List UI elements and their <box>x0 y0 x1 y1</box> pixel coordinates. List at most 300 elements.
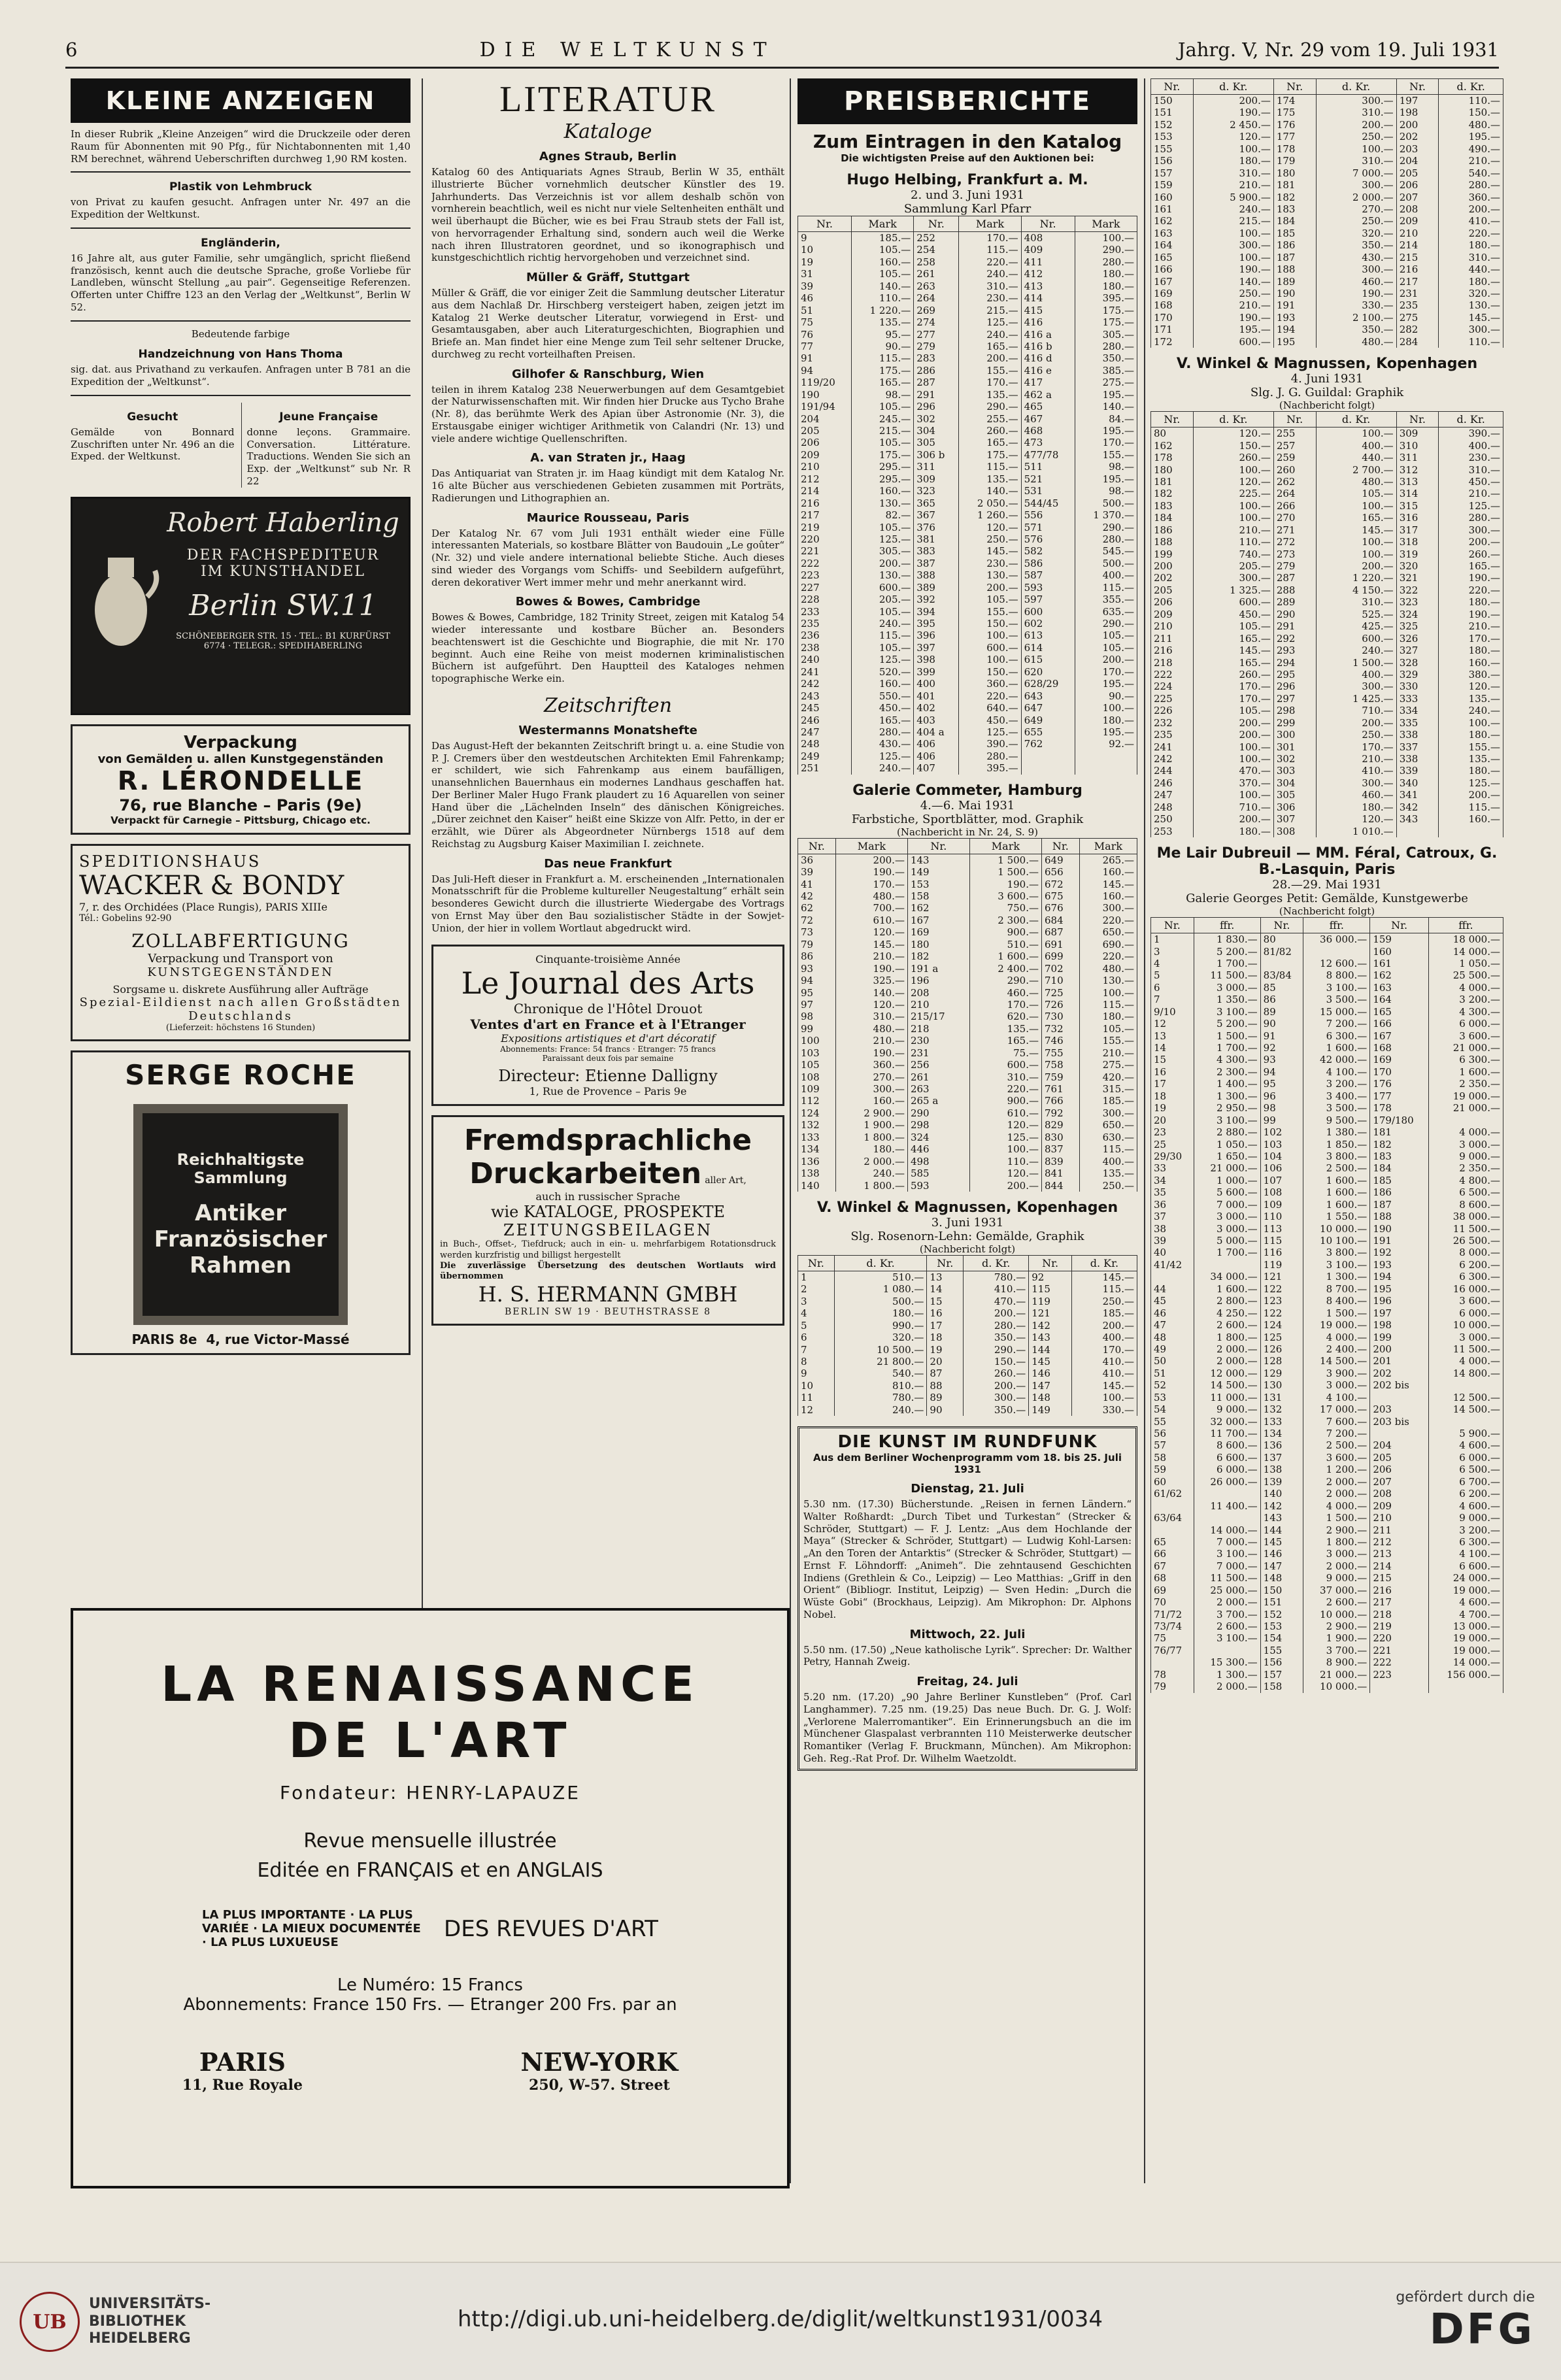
price: 15 000.— <box>1303 1006 1370 1018</box>
lot-number: 404 a <box>914 726 959 738</box>
lot-number: 152 <box>1151 119 1194 131</box>
table-header-row <box>798 838 1137 854</box>
lot-number: 215 <box>1370 1572 1429 1584</box>
price: 190.— <box>1439 609 1503 620</box>
lot-number: 158 <box>907 890 969 902</box>
lot-number: 253 <box>1151 826 1194 837</box>
lot-number: 138 <box>1260 1464 1303 1475</box>
lot-number: 413 <box>1021 280 1075 292</box>
renaissance-l3: LA PLUS IMPORTANTE · LA PLUS VARIÉE · LA MIEUX DOCUMENTÉE · LA PLUS LUXUEUSE <box>202 1908 421 1949</box>
lot-number: 20 <box>1151 1115 1194 1126</box>
journal-l6: Paraissant deux fois par semaine <box>542 1054 674 1064</box>
price: 240.— <box>1439 705 1503 716</box>
lot-number: 109 <box>798 1083 836 1095</box>
lot-number: 143 <box>1029 1332 1072 1343</box>
price: 165.— <box>969 1035 1041 1047</box>
price: 6 700.— <box>1428 1476 1503 1488</box>
lot-number: 99 <box>1260 1115 1303 1126</box>
price: 205.— <box>1193 560 1273 572</box>
price: 640.— <box>959 702 1021 714</box>
lot-number: 246 <box>798 714 852 726</box>
price: 210.— <box>1316 753 1396 765</box>
table-row <box>1151 1488 1503 1500</box>
lot-number: 107 <box>1260 1175 1303 1186</box>
table-row <box>798 594 1137 605</box>
table-row <box>798 533 1137 545</box>
table-row <box>798 629 1137 641</box>
table-row <box>798 642 1137 654</box>
lot-number: 270 <box>1273 512 1316 524</box>
price <box>1075 762 1137 774</box>
lot-number: 167 <box>1370 1030 1429 1042</box>
price: 125.— <box>959 726 1021 738</box>
digitization-url[interactable]: http://digi.ub.uni-heidelberg.de/diglit/weltkunst1931/0034 <box>458 2306 1103 2332</box>
lot-number: 324 <box>1396 609 1439 620</box>
price: 190.— <box>1193 263 1273 275</box>
lot-number: 14 <box>927 1283 964 1295</box>
page-number: 6 <box>65 39 78 61</box>
price: 240.— <box>1316 645 1396 656</box>
table-row <box>1151 1681 1503 1692</box>
price: 240.— <box>835 1167 907 1179</box>
lot-number: 392 <box>914 594 959 605</box>
price: 1 500.— <box>1316 657 1396 669</box>
price: 170.— <box>1193 693 1273 705</box>
lot-number: 168 <box>1370 1042 1429 1054</box>
lot-number: 163 <box>1151 227 1194 239</box>
table-row <box>1151 1669 1503 1681</box>
lot-number: 153 <box>1260 1620 1303 1632</box>
table-row <box>1151 1584 1503 1596</box>
price: 200.— <box>1193 729 1273 741</box>
price: 450.— <box>1439 476 1503 488</box>
table-row <box>798 999 1137 1011</box>
lot-number: 235 <box>1396 299 1439 311</box>
price: 610.— <box>969 1107 1041 1119</box>
table-row <box>1151 705 1503 716</box>
lot-number: 94 <box>798 975 836 986</box>
price: 4 000.— <box>1303 1332 1370 1343</box>
price: 280.— <box>1439 179 1503 191</box>
price: 6 300.— <box>1428 1271 1503 1282</box>
price: 120.— <box>1193 131 1273 142</box>
price: 740.— <box>1193 548 1273 560</box>
price: 750.— <box>969 902 1041 914</box>
ad-heading: Plastik von Lehmbruck <box>169 180 312 194</box>
lot-number: 746 <box>1041 1035 1079 1047</box>
lot-number: 841 <box>1041 1167 1079 1179</box>
price: 110.— <box>969 1156 1041 1167</box>
lot-number: 108 <box>798 1071 836 1083</box>
price: 84.— <box>1075 413 1137 425</box>
ad-gesucht <box>71 403 235 488</box>
lot-number: 87 <box>927 1367 964 1379</box>
lerondelle-l1: Verpackung <box>184 732 297 752</box>
lot-number: 277 <box>914 329 959 341</box>
column-header: Nr. <box>1151 918 1194 933</box>
price: 75.— <box>969 1047 1041 1059</box>
lot-number: 416 d <box>1021 352 1075 364</box>
lot-number: 60 <box>1151 1476 1194 1488</box>
price: 290.— <box>969 975 1041 986</box>
price: 2 700.— <box>1316 464 1396 476</box>
price: 260.— <box>1193 452 1273 463</box>
roche-l2: Antiker Französischer Rahmen <box>154 1199 327 1279</box>
price: 12 000.— <box>1194 1367 1260 1379</box>
lot-number: 50 <box>1151 1355 1194 1367</box>
lot-number: 186 <box>1370 1186 1429 1198</box>
lot-number: 228 <box>798 594 852 605</box>
price: 155.— <box>1079 1035 1137 1047</box>
lot-number: 279 <box>914 341 959 352</box>
lot-number: 183 <box>1151 500 1194 512</box>
table-row <box>1151 488 1503 499</box>
lot-number: 260 <box>1273 464 1316 476</box>
table-row <box>798 522 1137 533</box>
table-row <box>1151 777 1503 789</box>
table-row <box>1151 1512 1503 1524</box>
wacker-tel: Tél.: Gobelins 92-90 <box>79 913 172 924</box>
price: 200.— <box>959 352 1021 364</box>
lot-number: 193 <box>1273 312 1316 324</box>
table-row <box>1151 946 1503 958</box>
lot-number: 198 <box>1396 107 1439 118</box>
price: 3 200.— <box>1303 1078 1370 1090</box>
lot-number: 330 <box>1396 680 1439 692</box>
lot-number: 133 <box>1260 1416 1303 1428</box>
price: 3 600.— <box>969 890 1041 902</box>
lot-number: 193 <box>1370 1259 1429 1271</box>
price: 2 000.— <box>1303 1488 1370 1500</box>
price: 14 000.— <box>1194 1524 1260 1536</box>
entry-heading: Das neue Frankfurt <box>544 856 672 871</box>
price: 5 600.— <box>1194 1186 1260 1198</box>
price: 200.— <box>1439 789 1503 801</box>
lot-number: 191 a <box>907 963 969 975</box>
entry-text: Das Antiquariat van Straten jr. im Haag kündigt mit dem Katalog Nr. 16 alte Bücher aus verschiedenen Gebieten zusammen mit Porträts, Radierungen und Lithographien an. <box>431 467 784 504</box>
lot-number: 238 <box>798 642 852 654</box>
lot-number: 416 e <box>1021 365 1075 377</box>
price: 180.— <box>1075 714 1137 726</box>
price: 130.— <box>959 569 1021 581</box>
table-row <box>798 1107 1137 1119</box>
price: 500.— <box>1075 558 1137 569</box>
price: 6 000.— <box>1194 1464 1260 1475</box>
price: 4 000.— <box>1428 982 1503 994</box>
lot-number: 123 <box>1260 1295 1303 1307</box>
price: 355.— <box>1075 594 1137 605</box>
table-row <box>1151 657 1503 669</box>
price: 98.— <box>1075 461 1137 473</box>
lot-number: 837 <box>1041 1143 1079 1155</box>
lot-number: 216 <box>1151 645 1194 656</box>
lot-number: 197 <box>1396 95 1439 107</box>
wacker-l3: Verpackung und Transport von <box>148 951 333 965</box>
lot-number: 233 <box>798 606 852 618</box>
lot-number: 170 <box>1151 312 1194 324</box>
price: 165.— <box>959 437 1021 448</box>
price: 165.— <box>1193 633 1273 645</box>
price: 8 800.— <box>1303 969 1370 981</box>
lot-number: 200 <box>1151 560 1194 572</box>
price: 780.— <box>964 1271 1029 1283</box>
journal-l5: Abonnements: France: 54 francs · Etranger: 75 francs <box>500 1045 716 1054</box>
table-header-row <box>798 1255 1137 1271</box>
price: 3 000.— <box>1194 982 1260 994</box>
price: 170.— <box>969 999 1041 1011</box>
price: 300.— <box>964 1392 1029 1403</box>
lot-number: 684 <box>1041 914 1079 926</box>
price: 1 700.— <box>1194 1042 1260 1054</box>
lot-number: 9/10 <box>1151 1006 1194 1018</box>
lot-number: 266 <box>1273 500 1316 512</box>
lot-number: 67 <box>1151 1560 1194 1572</box>
lot-number: 511 <box>1021 461 1075 473</box>
price: 510.— <box>969 939 1041 950</box>
price: 900.— <box>969 926 1041 938</box>
table-row <box>1151 1199 1503 1211</box>
lot-number: 19 <box>927 1344 964 1356</box>
wacker-address: 7, r. des Orchidées (Place Rungis), PARIS XIIIe <box>79 900 327 913</box>
price: 115.— <box>1079 999 1137 1011</box>
price: 3 000.— <box>1428 1139 1503 1150</box>
price: 400.— <box>1071 1332 1137 1343</box>
column-header: d. Kr. <box>1316 412 1396 427</box>
price: 165.— <box>1193 657 1273 669</box>
lot-number: 41/42 <box>1151 1259 1194 1271</box>
price: 150.— <box>959 618 1021 629</box>
price: 200.— <box>969 1180 1041 1192</box>
lot-number: 236 <box>798 629 852 641</box>
lot-number: 792 <box>1041 1107 1079 1119</box>
haberling-line1: DER FACHSPEDITEUR <box>186 546 380 563</box>
fremd-name: H. S. HERMANN GMBH <box>478 1282 738 1307</box>
price: 6 000.— <box>1428 1018 1503 1030</box>
lot-number <box>1021 762 1075 774</box>
table-row <box>1151 119 1503 131</box>
price: 145.— <box>959 545 1021 557</box>
lot-number: 174 <box>1273 95 1316 107</box>
lot-number <box>1151 1500 1194 1512</box>
price: 210.— <box>835 1035 907 1047</box>
price: 1 900.— <box>835 1119 907 1131</box>
lot-number: 643 <box>1021 690 1075 702</box>
fremd-l2b: aller Art, <box>705 1175 747 1186</box>
lot-number: 96 <box>1260 1090 1303 1102</box>
lot-number: 136 <box>798 1156 836 1167</box>
price: 7 600.— <box>1303 1416 1370 1428</box>
price: 190.— <box>1193 312 1273 324</box>
column-header: Mark <box>969 838 1041 854</box>
price: 8 400.— <box>1303 1295 1370 1307</box>
lot-number: 77 <box>798 341 852 352</box>
lot-number: 462 a <box>1021 389 1075 401</box>
price: 310.— <box>835 1011 907 1022</box>
price: 320.— <box>834 1332 927 1343</box>
price: 1 350.— <box>1194 994 1260 1005</box>
dfg-logo[interactable] <box>1396 2289 1535 2354</box>
lot-number: 9 <box>798 1367 835 1379</box>
price: 125.— <box>1439 777 1503 789</box>
price: 320.— <box>1439 288 1503 299</box>
renaissance-claim <box>73 1908 787 1949</box>
lot-number: 83/84 <box>1260 969 1303 981</box>
price: 3 100.— <box>1303 1259 1370 1271</box>
table-row <box>798 461 1137 473</box>
column-header: d. Kr. <box>834 1255 927 1271</box>
lot-number: 58 <box>1151 1452 1194 1464</box>
price: 190.— <box>1193 107 1273 118</box>
price: 180.— <box>1193 155 1273 167</box>
price: 10 000.— <box>1303 1609 1370 1620</box>
lot-number: 156 <box>1260 1656 1303 1668</box>
price: 900.— <box>969 1095 1041 1107</box>
journal-l2: Chronique de l'Hôtel Drouot <box>513 1001 703 1017</box>
lot-number: 217 <box>1370 1596 1429 1608</box>
price: 165.— <box>959 341 1021 352</box>
ad-renaissance-de-l-art <box>71 1608 790 2188</box>
price: 25 000.— <box>1194 1584 1260 1596</box>
lot-number: 149 <box>1029 1404 1072 1416</box>
price: 320.— <box>1316 227 1396 239</box>
price: 4 600.— <box>1428 1439 1503 1451</box>
lot-number: 308 <box>1273 826 1316 837</box>
table-row <box>1151 548 1503 560</box>
lot-number: 35 <box>1151 1186 1194 1198</box>
entry-text: 5.30 nm. (17.30) Bücherstunde. „Reisen in fernen Ländern.“ Walter Roßhardt: „Durch Tibet und Turkestan“ (Strecker & Schröder, Stuttgart) — F. J. Lentz: „Aus dem Hochlande der Maya“ (Strecker & Schröder, Stuttgart) — Ludwig Kohl-Larsen: „An den Toren der Antarktis“ (Strecker & Schröder, Stuttgart) — Ernst F. Löhndorff: „Animeh“. Die zehntausend Geschichten Indiens (Grethlein & Co., Leipzig) — Leo Matthias: „Griff in den Orient“ (Bibliogr. Institut, Leipzig) — Sven Hedin: „Durch die Wüste Gobi“ (Brockhaus, Leipzig). Am Mikrophon: Dr. Alphons Nobel. <box>803 1498 1132 1620</box>
lot-number: 134 <box>1260 1428 1303 1439</box>
price: 170.— <box>1193 680 1273 692</box>
lot-number: 41 <box>798 879 836 890</box>
table-row <box>1151 1656 1503 1668</box>
lot-number: 6 <box>798 1332 835 1343</box>
price: 21 800.— <box>834 1356 927 1367</box>
lot-number: 407 <box>914 762 959 774</box>
lot-number: 205 <box>1151 584 1194 596</box>
price: 4 100.— <box>1303 1066 1370 1078</box>
price: 175.— <box>852 449 914 461</box>
price: 105.— <box>1075 642 1137 654</box>
lot-number: 217 <box>1396 276 1439 288</box>
lot-number: 297 <box>1273 693 1316 705</box>
price: 100.— <box>1193 789 1273 801</box>
table-row <box>798 750 1137 762</box>
price: 11 500.— <box>1428 1343 1503 1355</box>
price: 165.— <box>1316 512 1396 524</box>
lot-number: 699 <box>1041 950 1079 962</box>
lot-number: 179 <box>1273 155 1316 167</box>
table-row <box>1151 693 1503 705</box>
lot-number: 147 <box>1029 1380 1072 1392</box>
lot-number: 758 <box>1041 1059 1079 1071</box>
lot-number: 327 <box>1396 645 1439 656</box>
price: 170.— <box>835 879 907 890</box>
price: 1 650.— <box>1194 1150 1260 1162</box>
lot-number: 304 <box>914 425 959 437</box>
price: 3 600.— <box>1303 1452 1370 1464</box>
lot-number: 762 <box>1021 738 1075 750</box>
lot-number: 613 <box>1021 629 1075 641</box>
lot-number: 195 <box>1273 336 1316 348</box>
lot-number: 59 <box>1151 1464 1194 1475</box>
price: 170.— <box>1071 1344 1137 1356</box>
lot-number: 11 <box>798 1392 835 1403</box>
lot-number: 376 <box>914 522 959 533</box>
lot-number: 649 <box>1021 714 1075 726</box>
frame-illustration <box>133 1104 348 1325</box>
lot-number: 80 <box>1151 427 1194 440</box>
lot-number: 467 <box>1021 413 1075 425</box>
price-table <box>1150 917 1503 1693</box>
price: 190.— <box>1316 288 1396 299</box>
lot-number: 151 <box>1151 107 1194 118</box>
price: 480.— <box>1316 336 1396 348</box>
price: 14 000.— <box>1428 1656 1503 1668</box>
price: 3 000.— <box>1428 1332 1503 1343</box>
price: 145.— <box>1071 1380 1137 1392</box>
table-row <box>1151 1030 1503 1042</box>
price: 105.— <box>852 244 914 256</box>
lot-number: 202 <box>1396 131 1439 142</box>
lot-number: 691 <box>1041 939 1079 950</box>
lot-number: 216 <box>798 497 852 509</box>
lot-number: 158 <box>1260 1681 1303 1692</box>
lot-number: 208 <box>907 987 969 999</box>
wacker-l2: ZOLLABFERTIGUNG <box>131 930 350 952</box>
price: 205.— <box>852 594 914 605</box>
price: 200.— <box>964 1307 1029 1319</box>
price: 100.— <box>1439 717 1503 729</box>
university-library-logo[interactable] <box>20 2292 210 2352</box>
price: 200.— <box>835 854 907 866</box>
lot-number: 305 <box>1273 789 1316 801</box>
uni-line: UNIVERSITÄTS- <box>89 2296 211 2313</box>
table-header-row <box>1151 918 1503 933</box>
table-row <box>1151 500 1503 512</box>
price: 175.— <box>959 449 1021 461</box>
table-row <box>1151 801 1503 813</box>
price: 280.— <box>1075 256 1137 268</box>
price: 11 500.— <box>1428 1223 1503 1235</box>
price: 3 900.— <box>1303 1367 1370 1379</box>
table-row <box>798 1011 1137 1022</box>
table-row <box>798 666 1137 678</box>
table-row <box>798 280 1137 292</box>
lot-number: 119 <box>1029 1296 1072 1307</box>
table-row <box>1151 1078 1503 1090</box>
renaissance-title2: DE L'ART <box>288 1713 572 1769</box>
lot-number: 182 <box>1151 488 1194 499</box>
sale-collection: Sammlung Karl Pfarr <box>903 202 1032 216</box>
haberling-address: SCHÖNEBERGER STR. 15 · TEL.: B1 KURFÜRST 6774 · TELEGR.: SPEDIHABERLING <box>176 631 390 651</box>
price: 1 600.— <box>1194 1283 1260 1295</box>
price: 6 600.— <box>1428 1560 1503 1572</box>
rundfunk-items <box>803 1482 1132 1765</box>
lot-number: 222 <box>1151 669 1194 680</box>
lot-number: 209 <box>1396 215 1439 227</box>
lot-number: 150 <box>1151 95 1194 107</box>
lot-number: 12 <box>798 1404 835 1416</box>
lot-number: 76 <box>798 329 852 341</box>
table-row <box>798 437 1137 448</box>
table-row <box>1151 536 1503 548</box>
lot-number: 94 <box>1260 1066 1303 1078</box>
lot-number: 199 <box>1370 1332 1429 1343</box>
price: 710.— <box>1193 801 1273 813</box>
lot-number: 188 <box>1151 536 1194 548</box>
lot-number: 291 <box>1273 620 1316 632</box>
price: 180.— <box>1439 729 1503 741</box>
